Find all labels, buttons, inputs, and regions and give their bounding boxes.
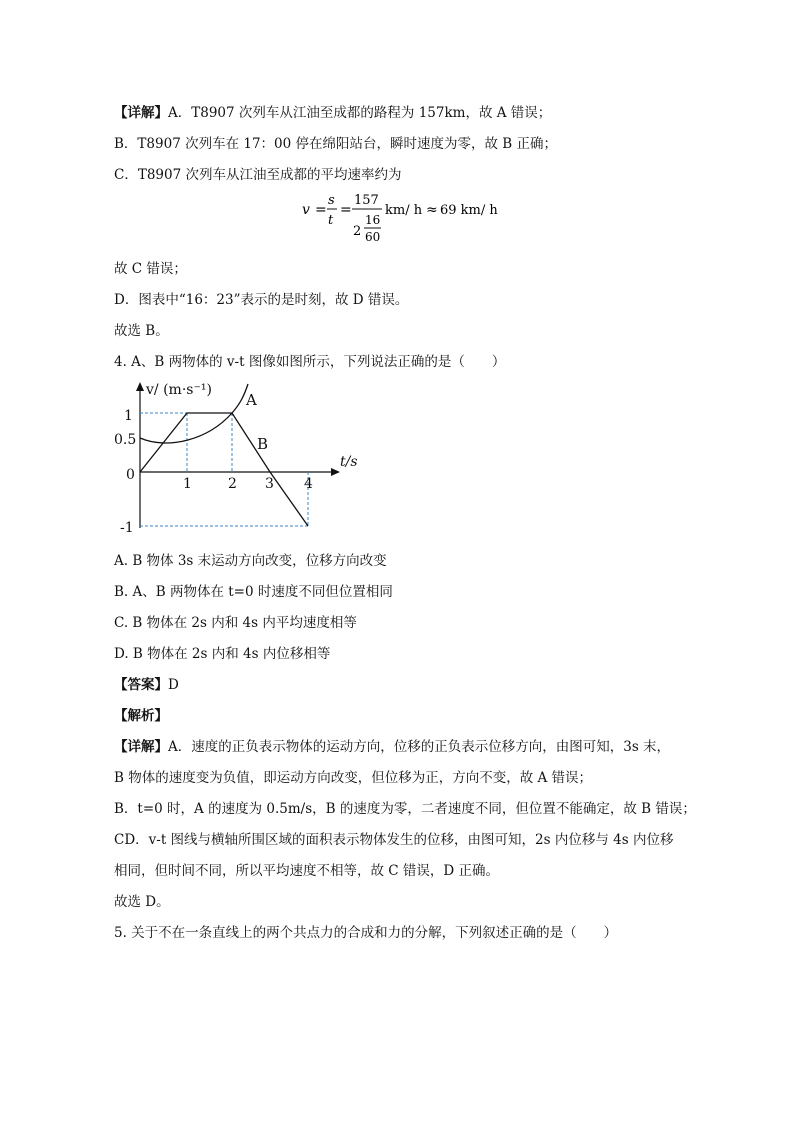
q4-detail-cd-2: 相同，但时间不同，所以平均速度不相等，故 C 错误，D 正确。 [114,863,500,879]
q4-detail-b: B．t=0 时，A 的速度为 0.5m/s，B 的速度为零，二者速度不同，但位置不能确定，故 B 错误； [114,801,696,817]
x-tick-4: 4 [304,476,313,492]
analysis-tag: 【解析】 [114,708,168,724]
detail-tag: 【详解】 [114,739,168,755]
vt-graph [108,378,368,542]
q3-detail-a [114,104,551,122]
formula-mixed-num: 16 [365,213,381,227]
x-axis-arrow [331,468,340,476]
x-tick-2: 2 [228,476,237,492]
q4-stem: 4. A、B 两物体的 v-t 图像如图所示，下列说法正确的是（ ） [114,354,506,370]
q4-detail-a-1 [114,738,670,756]
y-axis-arrow [136,382,144,391]
y-tick-0: 0 [126,467,135,483]
q3-detail-d: D．图表中“16：23”表示的是时刻，故 D 错误。 [114,292,409,308]
y-tick-neg1: -1 [120,520,134,536]
q3-detail-b: B．T8907 次列车在 17：00 停在绵阳站台，瞬时速度为零，故 B 正确； [114,136,558,152]
formula-eq-2: = [340,202,352,218]
q5-stem: 5. 关于不在一条直线上的两个共点力的合成和力的分解，下列叙述正确的是（ ） [114,925,618,941]
formula-numerator: 157 [354,193,379,208]
x-tick-3: 3 [265,476,274,492]
detail-tag: 【详解】 [114,105,168,121]
q3-detail-c2: 故 C 错误； [114,261,187,277]
x-tick-1: 1 [183,476,192,492]
formula-whole: 2 [353,224,362,239]
line-b-label: B [257,435,269,453]
formula-unit: km/ h [385,203,423,218]
q3-conclusion: 故选 B。 [114,323,169,339]
q4-conclusion: 故选 D。 [114,894,170,910]
curve-a-label: A [246,391,257,409]
formula-result: 69 km/ h [440,203,498,218]
q4-answer [114,676,179,694]
answer-tag: 【答案】 [114,677,168,693]
y-tick-1: 1 [124,408,133,424]
q4-option-b: B. A、B 两物体在 t=0 时速度不同但位置相同 [114,584,393,600]
formula-s: s [328,193,335,208]
formula-eq-1: = [315,202,327,218]
q4-detail-a-1-text: A．速度的正负表示物体的运动方向，位移的正负表示位移方向，由图可知，3s 末， [168,739,671,755]
q3-detail-c: C．T8907 次列车从江油至成都的平均速率约为 [114,167,402,183]
formula-t: t [328,213,334,228]
formula-approx: ≈ [426,202,438,218]
q4-option-a: A. B 物体 3s 末运动方向改变，位移方向改变 [114,553,387,569]
x-axis-label: t/s [340,454,358,470]
q4-detail-a-2: B 物体的速度变为负值，即运动方向改变，但位移为正，方向不变，故 A 错误； [114,770,593,786]
q4-detail-cd-1: CD．v-t 图线与横轴所围区域的面积表示物体发生的位移，由图可知，2s 内位移与 4s 内位移 [114,832,674,848]
formula-v: v [302,202,310,218]
average-speed-formula [298,190,528,252]
line-b [140,413,308,526]
answer-value: D [168,677,179,693]
q4-option-d: D. B 物体在 2s 内和 4s 内位移相等 [114,646,331,662]
formula-mixed-den: 60 [365,230,381,244]
y-axis-label: v/ (m·s⁻¹) [146,382,212,398]
y-tick-0.5: 0.5 [114,432,137,448]
q3-detail-a-text: A．T8907 次列车从江油至成都的路程为 157km，故 A 错误； [168,105,552,121]
q4-option-c: C. B 物体在 2s 内和 4s 内平均速度相等 [114,615,357,631]
